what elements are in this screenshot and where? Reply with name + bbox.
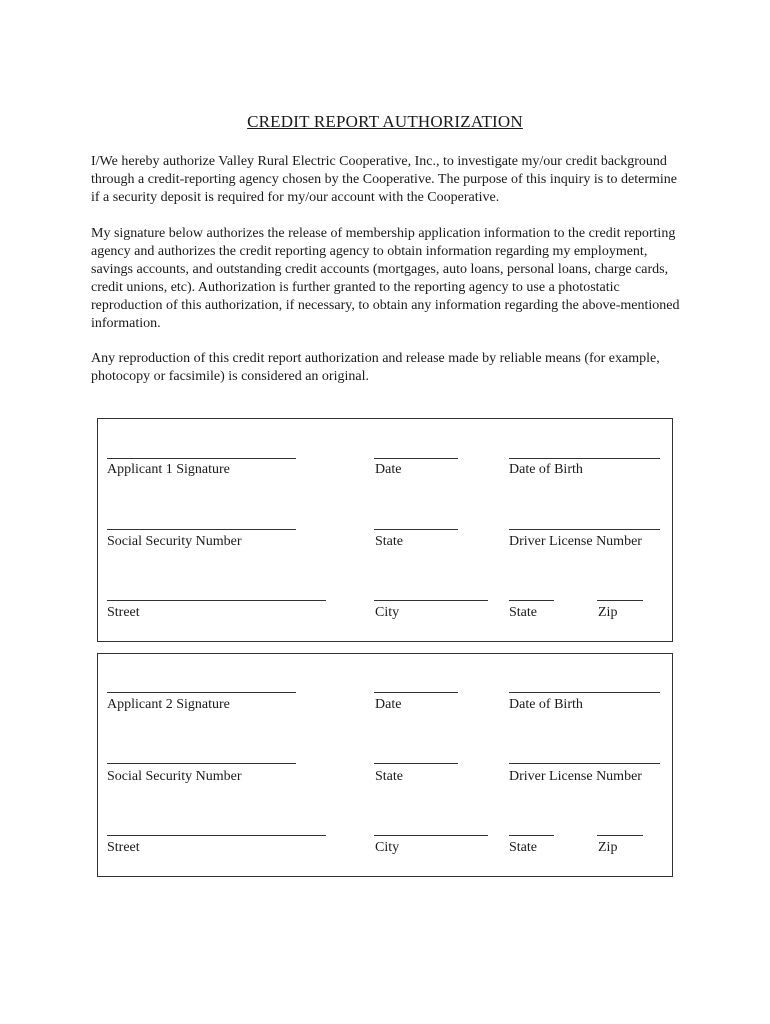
applicant-1-dob-line[interactable] bbox=[509, 458, 660, 459]
applicant-2-street-label: Street bbox=[107, 840, 140, 855]
applicant-1-box bbox=[97, 418, 673, 642]
applicant-2-addr-state-line[interactable] bbox=[509, 835, 554, 836]
applicant-1-ssn-label: Social Security Number bbox=[107, 534, 242, 549]
applicant-1-addr-state-line[interactable] bbox=[509, 600, 554, 601]
paragraph-authorization: I/We hereby authorize Valley Rural Electric Cooperative, Inc., to investigate my/our credit background through a credit-reporting agency chosen by the Cooperative. The purpose of this inquiry is to determine if a security deposit is required for my/our account with the Cooperative. bbox=[91, 154, 678, 205]
applicant-1-signature-label: Applicant 1 Signature bbox=[107, 462, 230, 477]
applicant-2-date-label: Date bbox=[375, 697, 402, 712]
applicant-1-license-label: Driver License Number bbox=[509, 534, 642, 549]
applicant-2-addr-state-label: State bbox=[509, 840, 537, 855]
applicant-2-ssn-line[interactable] bbox=[107, 763, 296, 764]
page-title: CREDIT REPORT AUTHORIZATION bbox=[247, 112, 523, 131]
applicant-2-zip-label: Zip bbox=[598, 840, 618, 855]
paragraph-release: My signature below authorizes the release of membership application information to the credit reporting agency and authorizes the credit reporting agency to obtain information regarding my employment, savings accounts, and outstanding credit accounts (mortgages, auto loans, personal loans, charge cards, credit unions, etc). Authorization is further granted to the reporting agency to use a photostatic reproduction of this authorization, if necessary, to obtain any information regarding the above-mentioned information. bbox=[91, 226, 680, 331]
applicant-1-ssn-line[interactable] bbox=[107, 529, 296, 530]
applicant-2-city-label: City bbox=[375, 840, 400, 855]
applicant-1-dob-label: Date of Birth bbox=[509, 462, 583, 477]
applicant-1-city-label: City bbox=[375, 605, 400, 620]
applicant-2-signature-line[interactable] bbox=[107, 692, 296, 693]
applicant-1-addr-state-label: State bbox=[509, 605, 537, 620]
applicant-2-license-line[interactable] bbox=[509, 763, 660, 764]
applicant-2-license-label: Driver License Number bbox=[509, 769, 642, 784]
applicant-2-license-state-label: State bbox=[375, 769, 403, 784]
applicant-2-street-line[interactable] bbox=[107, 835, 326, 836]
applicant-1-zip-line[interactable] bbox=[597, 600, 643, 601]
applicant-1-street-line[interactable] bbox=[107, 600, 326, 601]
applicant-2-ssn-label: Social Security Number bbox=[107, 769, 242, 784]
applicant-2-city-line[interactable] bbox=[374, 835, 488, 836]
applicant-1-date-line[interactable] bbox=[374, 458, 458, 459]
applicant-2-zip-line[interactable] bbox=[597, 835, 643, 836]
applicant-2-date-line[interactable] bbox=[374, 692, 458, 693]
paragraph-reproduction: Any reproduction of this credit report authorization and release made by reliable means (for example, photocopy or facsimile) is considered an original. bbox=[91, 351, 660, 384]
applicant-1-city-line[interactable] bbox=[374, 600, 488, 601]
applicant-1-license-state-label: State bbox=[375, 534, 403, 549]
applicant-2-dob-line[interactable] bbox=[509, 692, 660, 693]
applicant-1-date-label: Date bbox=[375, 462, 402, 477]
applicant-2-signature-label: Applicant 2 Signature bbox=[107, 697, 230, 712]
applicant-1-license-state-line[interactable] bbox=[374, 529, 458, 530]
applicant-1-license-line[interactable] bbox=[509, 529, 660, 530]
applicant-2-box bbox=[97, 653, 673, 877]
applicant-1-signature-line[interactable] bbox=[107, 458, 296, 459]
applicant-2-license-state-line[interactable] bbox=[374, 763, 458, 764]
applicant-1-street-label: Street bbox=[107, 605, 140, 620]
applicant-2-dob-label: Date of Birth bbox=[509, 697, 583, 712]
applicant-1-zip-label: Zip bbox=[598, 605, 618, 620]
